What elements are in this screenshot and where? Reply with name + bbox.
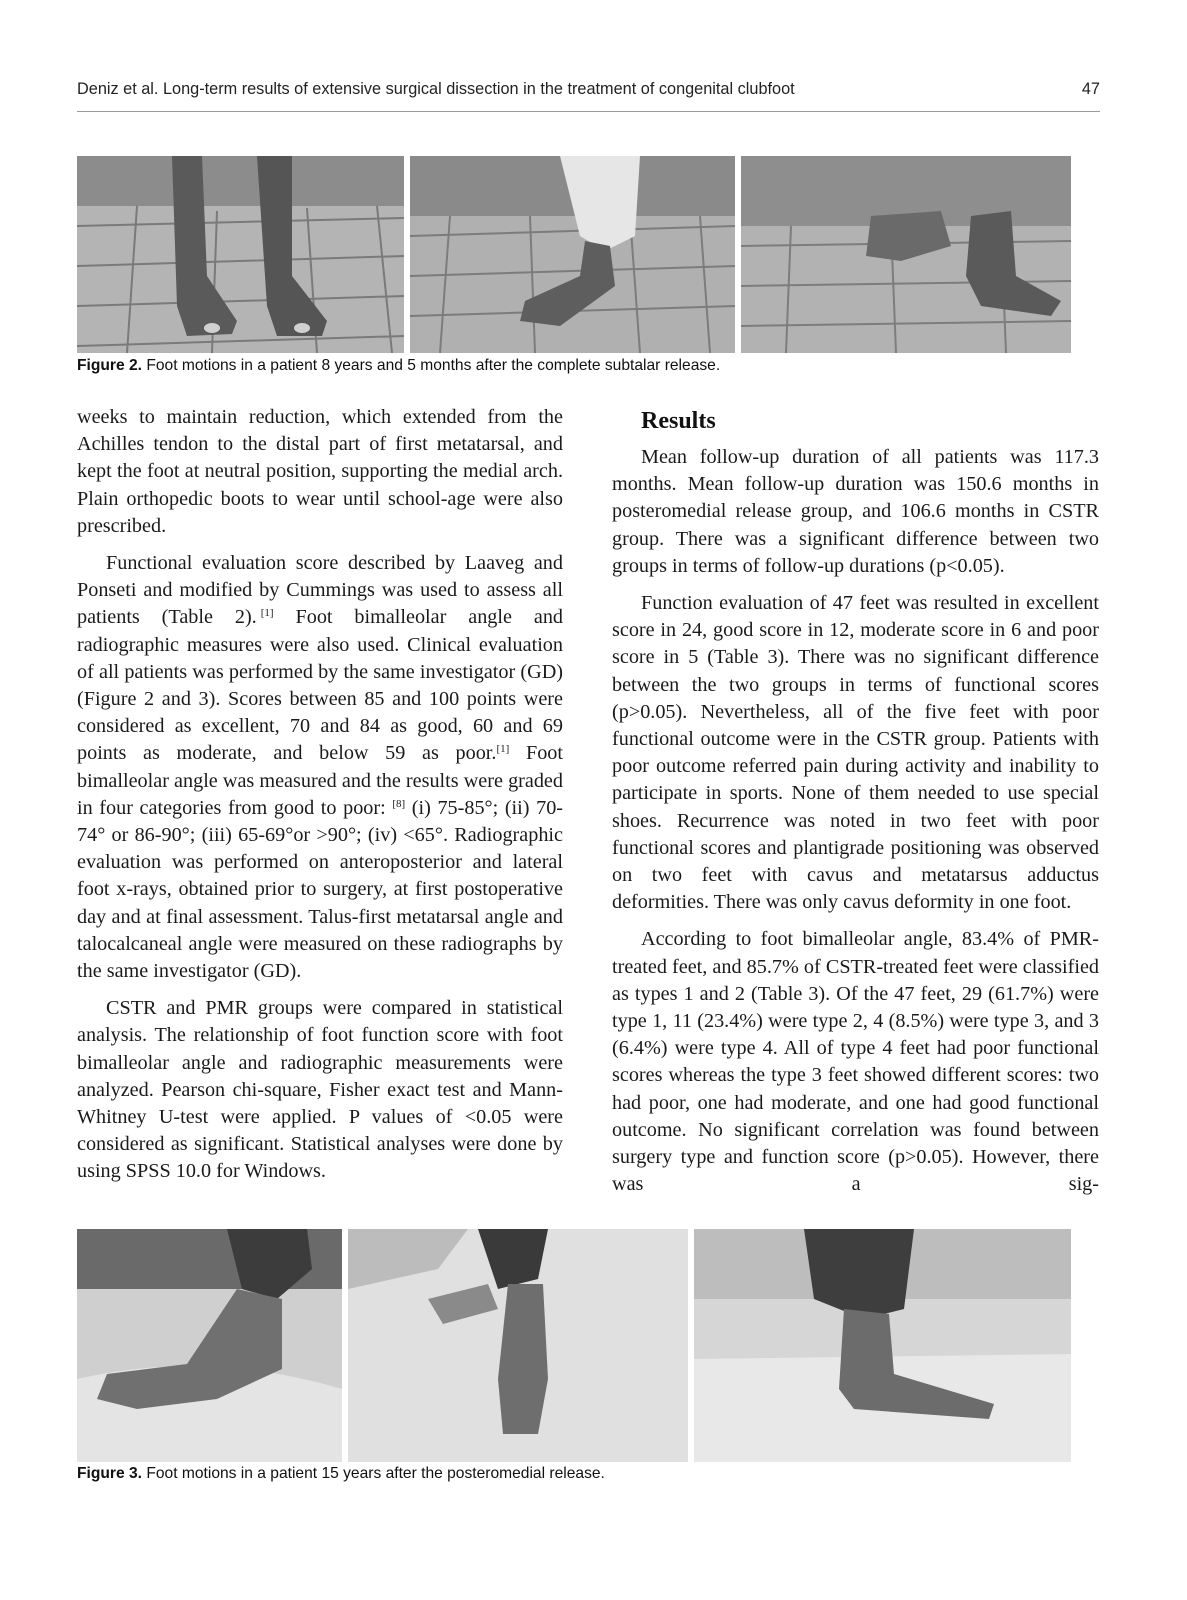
- figure3-photo-standing-view: [694, 1229, 1071, 1462]
- figure3-caption: [77, 1465, 605, 1483]
- page-number: 47: [1081, 80, 1100, 98]
- left-p2-text-b: Foot bimalleolar angle and radiographic measures were also used. Clinical evaluation of all patients was performed by the same investigator (GD) (Figure 2 and 3). Scores between 85 and 100 points were considered as excellent, 70 and 84 as good, 60 and 69 points as moderate, and below 59 as poor.: [77, 606, 564, 765]
- reference-1b: [1]: [496, 743, 510, 756]
- figure2-caption-text: Foot motions in a patient 8 years and 5 months after the complete subtalar release.: [146, 357, 721, 374]
- left-p2-text-a: Functional evaluation score described by Laaveg and Ponseti and modified by Cummings was used to assess all patients (Table 2).: [77, 552, 563, 629]
- right-paragraph-2: Function evaluation of 47 feet was resulted in excellent score in 24, good score in 12, moderate score in 6 and poor score in 5 (Table 3). There was no significant difference between the two groups in terms of functional scores (p>0.05). Nevertheless, all of the five feet with poor functional outcome were in the CSTR group. Patients with poor outcome referred pain during activity and inability to participate in sports. None of them needed to use special shoes. Recurrence was noted in two feet with poor functional scores and plantigrade positioning was observed on two feet with cavus and metatarsus adductus deformities. There was only cavus deformity in one foot.: [612, 592, 1099, 914]
- figure3-label: Figure 3.: [77, 1465, 142, 1482]
- left-paragraph-3: CSTR and PMR groups were compared in statistical analysis. The relationship of foot function score with foot bimalleolar angle and radiographic measurements were analyzed. Pearson chi-square, Fisher exact test and Mann-Whitney U-test were applied. P values of <0.05 were considered as significant. Statistical analyses were done by using SPSS 10.0 for Windows.: [77, 997, 563, 1183]
- running-header: [77, 78, 1100, 112]
- left-paragraph-1: weeks to maintain reduction, which extended from the Achilles tendon to the distal part of first metatarsal, and kept the foot at neutral position, supporting the medial arch. Plain orthopedic boots to wear until school-age were also prescribed.: [77, 406, 563, 537]
- figure3-caption-text: Foot motions in a patient 15 years after the posteromedial release.: [146, 1465, 605, 1482]
- figure2-photo-walking-view: [741, 156, 1071, 353]
- right-paragraph-3: According to foot bimalleolar angle, 83.4% of PMR-treated feet, and 85.7% of CSTR-treated feet were classified as types 1 and 2 (Table 3). Of the 47 feet, 29 (61.7%) were type 1, 11 (23.4%) were type 2, 4 (8.5%) were type 3, and 3 (6.4%) were type 4. All of type 4 feet had poor functional scores whereas the type 3 feet showed different scores: two had poor, one had moderate, and one had good functional outcome. No significant correlation was found between surgery type and function score (p>0.05). However, there was a sig-: [612, 928, 1099, 1196]
- figure2-photo-front-view: [77, 156, 404, 353]
- right-column: [612, 404, 1099, 1208]
- figure2-label: Figure 2.: [77, 357, 142, 374]
- figure3-photo-top-view: [348, 1229, 688, 1462]
- figure2-caption: [77, 357, 720, 375]
- running-title: Deniz et al. Long-term results of extensive surgical dissection in the treatment of congenital clubfoot: [77, 80, 795, 98]
- left-p2-text-c: Foot bimalleolar angle was measured and the results were graded in four categories from good to poor:: [77, 742, 564, 819]
- left-p2-text-d: (i) 75-85°; (ii) 70-74° or 86-90°; (iii) 65-69°or >90°; (iv) <65°. Radiographic evaluation was performed on anteroposterior and lateral foot x-rays, obtained prior to surgery, at first postoperative day and at final assessment. Talus-first metatarsal angle and talocalcaneal angle were measured on these radiographs by the same investigator (GD).: [77, 796, 564, 983]
- results-heading: Results: [641, 408, 716, 434]
- reference-8: [8]: [392, 797, 406, 810]
- reference-1: [1]: [260, 607, 274, 620]
- left-column: [77, 404, 563, 1196]
- figure3-photo-lateral-view: [77, 1229, 342, 1462]
- figure2-photo-side-view: [410, 156, 735, 353]
- right-paragraph-1: Mean follow-up duration of all patients was 117.3 months. Mean follow-up duration was 150.6 months in posteromedial release group, and 106.6 months in CSTR group. There was a significant difference between two groups in terms of follow-up durations (p<0.05).: [612, 446, 1099, 577]
- left-paragraph-2: [77, 550, 563, 985]
